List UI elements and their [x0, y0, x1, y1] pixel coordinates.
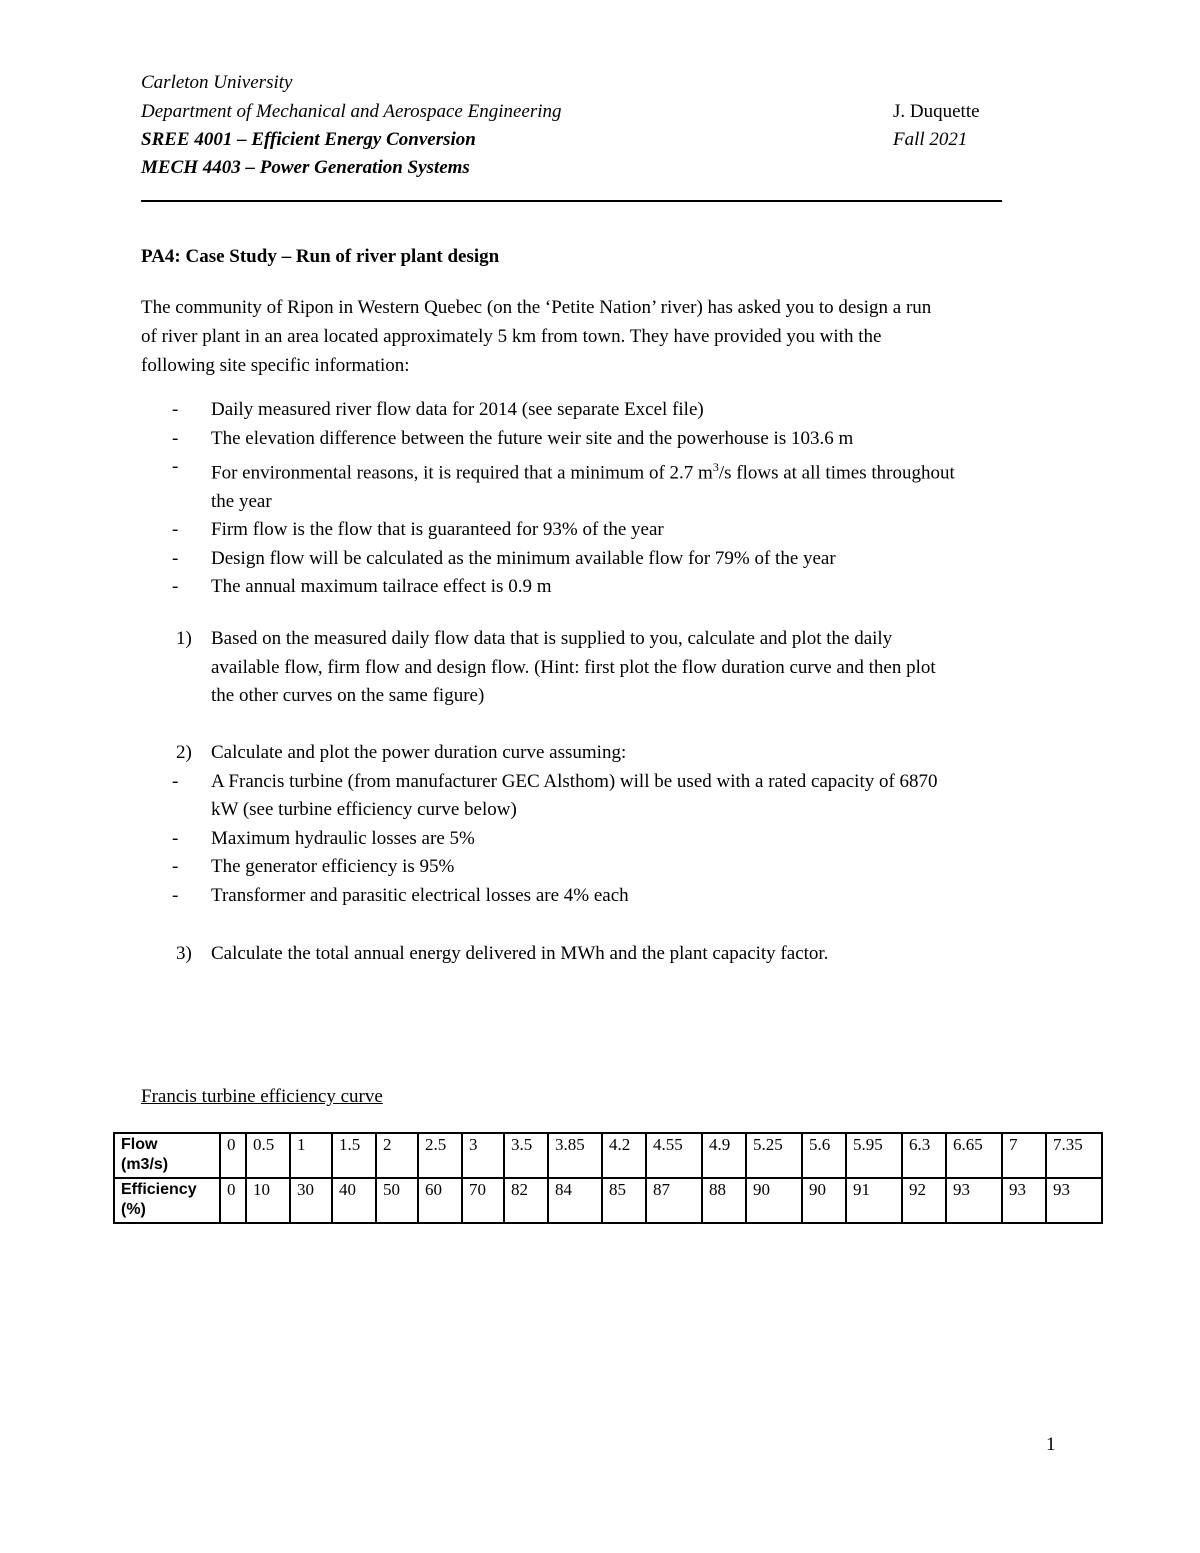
list-item: [141, 516, 1081, 545]
list-item-text: Transformer and parasitic electrical losses are 4% each: [211, 884, 629, 906]
question-text: the other curves on the same figure): [211, 685, 485, 706]
list-item-text: For environmental reasons, it is required that a minimum of 2.7 $m^3/s$ flows at all times throughout: [211, 460, 955, 484]
course-mech: MECH 4403 – Power Generation Systems: [141, 157, 470, 178]
row-header-efficiency: Efficiency (%): [114, 1178, 220, 1223]
intro-line: The community of Ripon in Western Quebec (on the ‘Petite Nation’ river) has asked you to design a run: [141, 297, 932, 318]
superscript: 3: [712, 460, 719, 474]
flow-cell: 2: [376, 1133, 418, 1178]
bullet-marker: -: [172, 770, 179, 792]
table-row: [114, 1133, 1102, 1178]
list-item: [141, 425, 1081, 454]
bullet-marker: -: [172, 884, 179, 906]
intro-paragraph: [141, 293, 1061, 380]
question-2: [141, 739, 1081, 910]
list-item: [141, 573, 1081, 602]
table-caption: Francis turbine efficiency curve: [141, 1086, 383, 1107]
flow-cell: 5.25: [746, 1133, 802, 1178]
efficiency-cell: 10: [246, 1178, 290, 1223]
efficiency-cell: 93: [1002, 1178, 1046, 1223]
list-item-text: The generator efficiency is 95%: [211, 856, 455, 877]
page-number: 1: [1046, 1434, 1056, 1455]
bullet-marker: -: [172, 547, 179, 569]
site-info-list: [141, 396, 1081, 602]
list-item-text: Firm flow is the flow that is guaranteed for 93% of the year: [211, 519, 664, 541]
flow-cell: 0.5: [246, 1133, 290, 1178]
bullet-marker: -: [172, 827, 179, 849]
efficiency-cell: 84: [548, 1178, 602, 1223]
flow-cell: 1: [290, 1133, 332, 1178]
flow-cell: 1.5: [332, 1133, 376, 1178]
list-item: [141, 545, 1081, 574]
list-item: [141, 940, 1081, 969]
efficiency-cell: 93: [1046, 1178, 1102, 1223]
list-item: [141, 625, 1081, 711]
flow-cell: 5.95: [846, 1133, 902, 1178]
question-3: [141, 940, 1081, 969]
flow-cell: 3.5: [504, 1133, 548, 1178]
bullet-marker: -: [172, 856, 179, 877]
list-item: [141, 882, 1081, 911]
efficiency-cell: 60: [418, 1178, 462, 1223]
efficiency-cell: 70: [462, 1178, 504, 1223]
efficiency-cell: 40: [332, 1178, 376, 1223]
bullet-marker: -: [172, 399, 179, 420]
flow-cell: 4.9: [702, 1133, 746, 1178]
efficiency-cell: 85: [602, 1178, 646, 1223]
list-item-text: Daily measured river flow data for 2014 (see separate Excel file): [211, 399, 704, 420]
bullet-marker: -: [172, 427, 179, 449]
flow-cell: 7: [1002, 1133, 1046, 1178]
flow-cell: 5.6: [802, 1133, 846, 1178]
efficiency-cell: 50: [376, 1178, 418, 1223]
row-header-flow: Flow (m3/s): [114, 1133, 220, 1178]
intro-line: following site specific information:: [141, 355, 410, 376]
flow-cell: 6.65: [946, 1133, 1002, 1178]
list-item-text: Design flow will be calculated as the minimum available flow for 79% of the year: [211, 547, 836, 569]
flow-cell: 6.3: [902, 1133, 946, 1178]
list-item-text: The elevation difference between the future weir site and the powerhouse is 103.6 m: [211, 427, 854, 449]
list-item-text: kW (see turbine efficiency curve below): [211, 799, 517, 820]
list-item-text: The annual maximum tailrace effect is 0.9 m: [211, 576, 552, 598]
bullet-marker: -: [172, 576, 179, 598]
flow-cell: 4.2: [602, 1133, 646, 1178]
question-text: Calculate and plot the power duration curve assuming:: [211, 742, 627, 763]
list-item: [141, 453, 1081, 516]
question-text: Calculate the total annual energy delivered in MWh and the plant capacity factor.: [211, 943, 829, 964]
flow-cell: 4.55: [646, 1133, 702, 1178]
efficiency-cell: 30: [290, 1178, 332, 1223]
efficiency-cell: 88: [702, 1178, 746, 1223]
flow-cell: 3.85: [548, 1133, 602, 1178]
question-number: 1): [176, 628, 192, 649]
efficiency-cell: 91: [846, 1178, 902, 1223]
efficiency-cell: 0: [220, 1178, 246, 1223]
header-divider: [141, 200, 1002, 202]
course-sree: SREE 4001 – Efficient Energy Conversion: [141, 129, 476, 150]
list-item-text: Maximum hydraulic losses are 5%: [211, 827, 475, 849]
list-item-text: the year: [211, 490, 272, 512]
list-item: [141, 396, 1081, 425]
question-text: available flow, firm flow and design flow. (Hint: first plot the flow duration curve and then plot: [211, 656, 936, 678]
department-name: Department of Mechanical and Aerospace Engineering: [141, 101, 562, 122]
question-number: 2): [176, 742, 192, 763]
flow-cell: 2.5: [418, 1133, 462, 1178]
flow-cell: 3: [462, 1133, 504, 1178]
flow-cell: 7.35: [1046, 1133, 1102, 1178]
efficiency-cell: 90: [802, 1178, 846, 1223]
efficiency-cell: 82: [504, 1178, 548, 1223]
list-item: [141, 739, 1081, 768]
assignment-title: PA4: Case Study – Run of river plant design: [141, 246, 500, 267]
flow-cell: 0: [220, 1133, 246, 1178]
instructor-name: J. Duquette: [893, 101, 980, 122]
list-item: [141, 853, 1081, 882]
efficiency-table: [113, 1132, 1103, 1224]
efficiency-cell: 87: [646, 1178, 702, 1223]
efficiency-cell: 93: [946, 1178, 1002, 1223]
intro-line: of river plant in an area located approximately 5 km from town. They have provided you with the: [141, 326, 882, 347]
bullet-marker: -: [172, 519, 179, 541]
list-item: [141, 768, 1081, 825]
list-item-text: A Francis turbine (from manufacturer GEC Alsthom) will be used with a rated capacity of 6870: [211, 770, 938, 792]
term: Fall 2021: [893, 129, 968, 150]
university-name: Carleton University: [141, 72, 293, 93]
bullet-marker: -: [172, 456, 179, 477]
question-text: Based on the measured daily flow data that is supplied to you, calculate and plot the daily: [211, 628, 893, 649]
efficiency-cell: 90: [746, 1178, 802, 1223]
question-number: 3): [176, 943, 192, 964]
table-row: [114, 1178, 1102, 1223]
question-1: [141, 625, 1081, 711]
efficiency-cell: 92: [902, 1178, 946, 1223]
list-item: [141, 825, 1081, 854]
